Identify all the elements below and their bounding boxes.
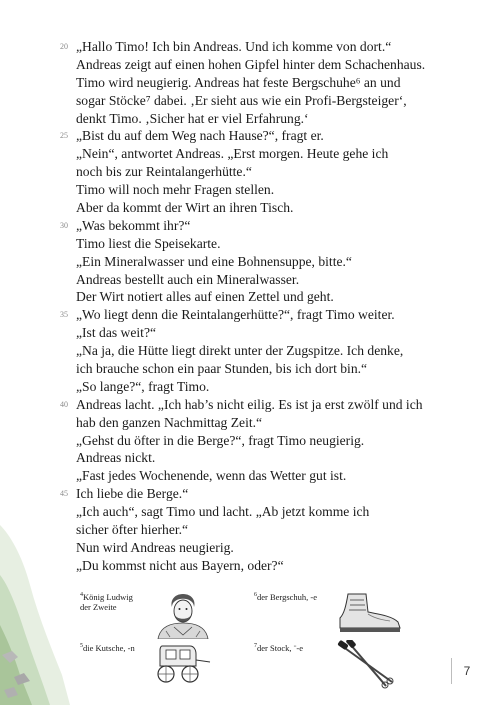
line-text: Andreas lacht. „Ich hab’s nicht eilig. Es ist ja erst zwölf und ich bbox=[76, 396, 423, 412]
line-text: Aber da kommt der Wirt an ihren Tisch. bbox=[76, 200, 294, 216]
line-text: „Na ja, die Hütte liegt direkt unter der Zugspitze. Ich denke, bbox=[76, 343, 404, 359]
line-text: Andreas bestellt auch ein Mineralwasser. bbox=[76, 271, 300, 287]
line-text: Ich liebe die Berge.“ bbox=[76, 486, 189, 502]
text-line bbox=[60, 217, 476, 235]
line-text: „Ich auch“, sagt Timo und lacht. „Ab jetzt komme ich bbox=[76, 504, 370, 520]
text-line bbox=[60, 306, 476, 324]
text-line bbox=[76, 271, 476, 289]
line-text: noch bis zur Reintalangerhütte.“ bbox=[76, 164, 252, 180]
line-number: 30 bbox=[60, 220, 68, 230]
line-text: Andreas zeigt auf einen hohen Gipfel hinter dem Schachenhaus. bbox=[76, 56, 426, 72]
line-text: Timo will noch mehr Fragen stellen. bbox=[76, 182, 275, 198]
footnote-5 bbox=[80, 643, 135, 653]
text-line bbox=[76, 378, 476, 396]
text-line bbox=[76, 235, 476, 253]
line-text: sogar Stöcke⁷ dabei. ‚Er sieht aus wie ein Profi-Bergsteiger‘, bbox=[76, 92, 407, 108]
hiking-boot-icon bbox=[334, 592, 404, 634]
line-text: hab den ganzen Nachmittag Zeit.“ bbox=[76, 414, 263, 430]
text-line bbox=[76, 288, 476, 306]
king-ludwig-portrait-icon bbox=[152, 591, 214, 639]
line-number: 35 bbox=[60, 310, 68, 320]
line-text: „Was bekommt ihr?“ bbox=[76, 217, 191, 233]
line-text: ich brauche schon ein paar Stunden, bis ich dort bin.“ bbox=[76, 361, 368, 377]
footnote-4-line2: der Zweite bbox=[80, 602, 117, 612]
footnote-4-line1: König Ludwig bbox=[83, 592, 133, 602]
footnote-6-number: 6 bbox=[254, 592, 257, 599]
line-number: 45 bbox=[60, 489, 68, 499]
footnote-7-number: 7 bbox=[254, 643, 257, 650]
page-number: 7 bbox=[451, 658, 482, 684]
text-line bbox=[76, 342, 476, 360]
mountain-illustration bbox=[0, 505, 80, 705]
footnote-6 bbox=[254, 592, 317, 602]
text-line bbox=[76, 92, 476, 110]
line-text: „So lange?“, fragt Timo. bbox=[76, 378, 210, 394]
text-line bbox=[76, 449, 476, 467]
text-line bbox=[76, 503, 476, 521]
text-line bbox=[76, 253, 476, 271]
line-text: „Ein Mineralwasser und eine Bohnensuppe, bitte.“ bbox=[76, 253, 352, 269]
line-text: sicher öfter hierher.“ bbox=[76, 522, 189, 538]
footnote-5-label: die Kutsche, -n bbox=[83, 643, 135, 653]
footnote-4-number: 4 bbox=[80, 592, 83, 599]
line-text: „Gehst du öfter in die Berge?“, fragt Timo neugierig. bbox=[76, 432, 365, 448]
footnote-7-label: der Stock, ¨-e bbox=[257, 643, 304, 653]
text-line bbox=[76, 145, 476, 163]
trekking-poles-icon bbox=[336, 640, 398, 690]
line-text: denkt Timo. ‚Sicher hat er viel Erfahrung.‘ bbox=[76, 110, 309, 126]
text-line bbox=[76, 163, 476, 181]
text-line bbox=[60, 485, 476, 503]
text-line bbox=[60, 38, 476, 56]
text-line bbox=[76, 324, 476, 342]
line-text: „Wo liegt denn die Reintalangerhütte?“, fragt Timo weiter. bbox=[76, 307, 395, 323]
line-number: 40 bbox=[60, 399, 68, 409]
line-text: „Ist das weit?“ bbox=[76, 325, 157, 341]
text-line bbox=[76, 199, 476, 217]
line-text: „Du kommst nicht aus Bayern, oder?“ bbox=[76, 557, 284, 573]
text-line bbox=[76, 432, 476, 450]
carriage-icon bbox=[150, 640, 216, 684]
text-line bbox=[76, 414, 476, 432]
line-text: „Fast jedes Wochenende, wenn das Wetter gut ist. bbox=[76, 468, 347, 484]
text-line bbox=[60, 396, 476, 414]
text-line bbox=[76, 360, 476, 378]
text-line bbox=[76, 521, 476, 539]
footnote-5-number: 5 bbox=[80, 643, 83, 650]
text-line bbox=[76, 467, 476, 485]
text-line bbox=[76, 56, 476, 74]
line-number: 20 bbox=[60, 42, 68, 51]
line-text: Der Wirt notiert alles auf einen Zettel und geht. bbox=[76, 289, 334, 305]
text-line bbox=[76, 110, 476, 128]
line-text: „Bist du auf dem Weg nach Hause?“, fragt er. bbox=[76, 128, 324, 144]
text-line bbox=[76, 74, 476, 92]
text-line bbox=[76, 181, 476, 199]
line-text: „Hallo Timo! Ich bin Andreas. Und ich komme von dort.“ bbox=[76, 39, 392, 54]
text-line bbox=[60, 127, 476, 145]
line-number: 25 bbox=[60, 131, 68, 141]
text-line bbox=[76, 557, 476, 575]
line-text: Timo liest die Speisekarte. bbox=[76, 235, 221, 251]
footnote-7 bbox=[254, 643, 303, 653]
line-text: „Nein“, antwortet Andreas. „Erst morgen. Heute gehe ich bbox=[76, 146, 389, 162]
story-text bbox=[60, 38, 476, 575]
line-text: Nun wird Andreas neugierig. bbox=[76, 539, 234, 555]
text-line bbox=[76, 539, 476, 557]
line-text: Timo wird neugierig. Andreas hat feste Bergschuhe⁶ an und bbox=[76, 74, 401, 90]
footnote-6-label: der Bergschuh, -e bbox=[257, 592, 318, 602]
line-text: Andreas nickt. bbox=[76, 450, 156, 466]
